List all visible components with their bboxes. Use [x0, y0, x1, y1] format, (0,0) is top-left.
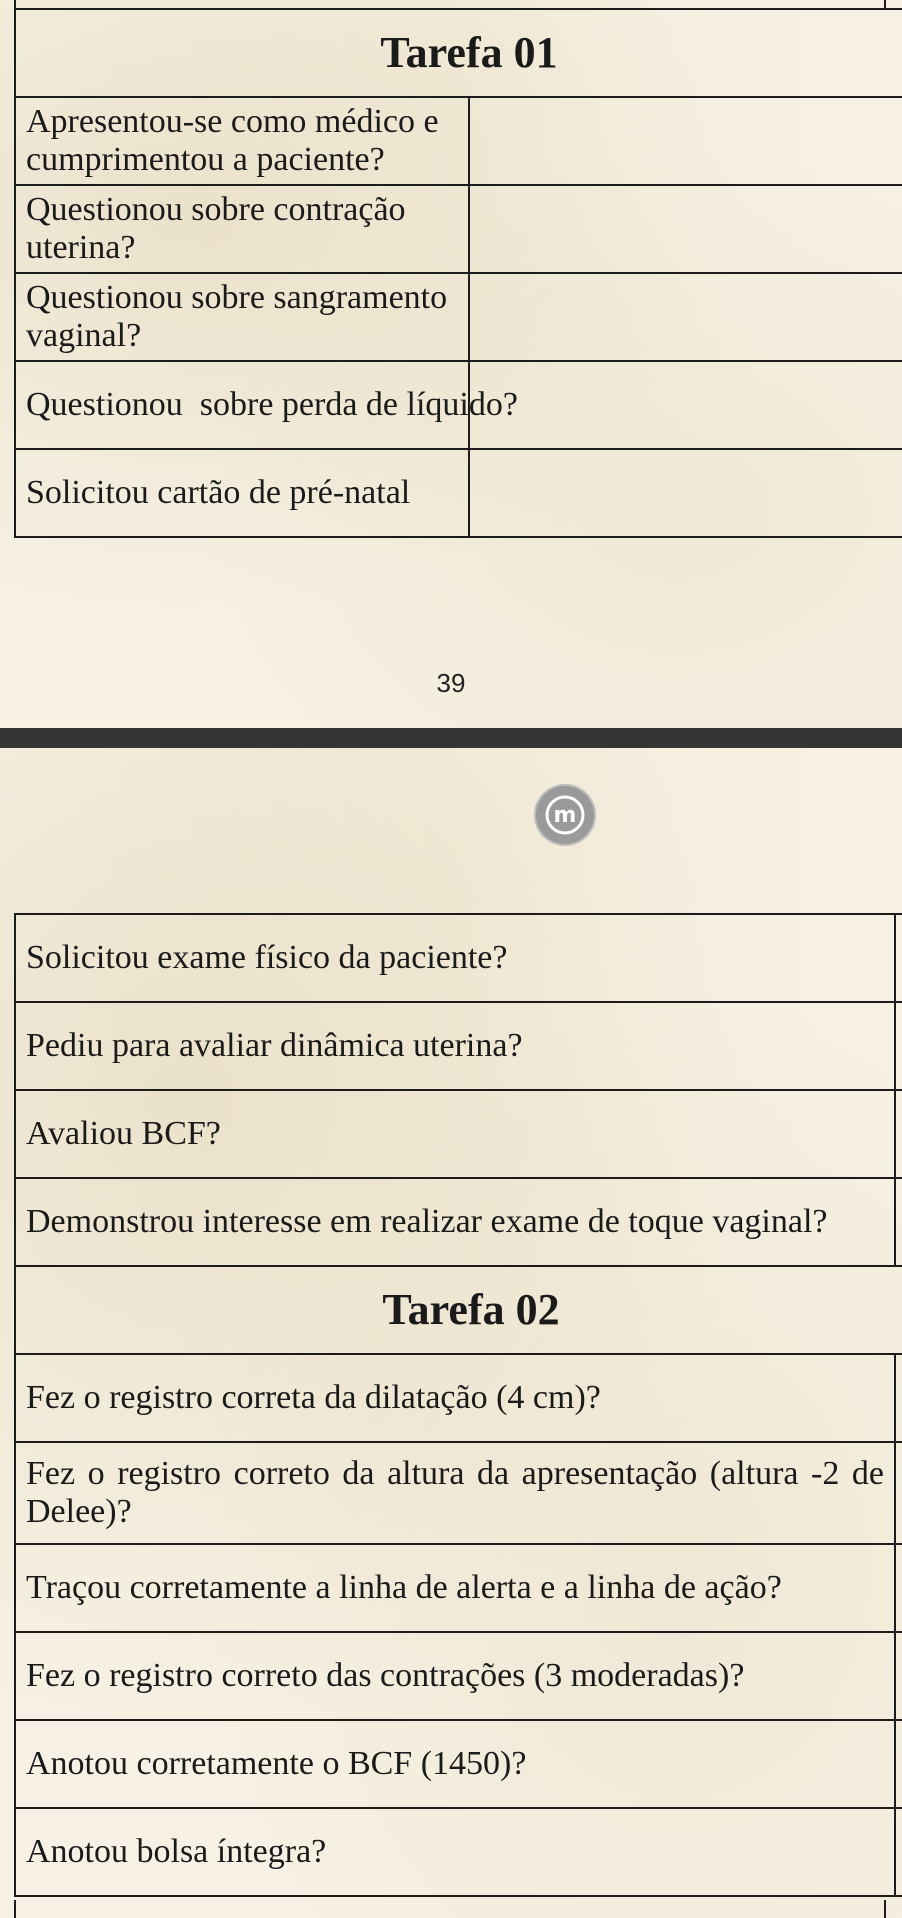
checklist-table-tarefa-02: [14, 913, 902, 1897]
table-row: [15, 1632, 902, 1720]
checklist-item: Anotou corretamente o BCF (1450)?: [15, 1720, 895, 1808]
check-cell: [469, 449, 902, 537]
table-row: [15, 1442, 902, 1544]
table-row: [15, 185, 902, 273]
checklist-item: Pediu para avaliar dinâmica uterina?: [15, 1002, 895, 1090]
table-row: [15, 361, 902, 449]
check-cell: [895, 1090, 902, 1178]
next-table-row-stub: [14, 1900, 902, 1918]
table-row: [15, 1090, 902, 1178]
checklist-item: Fez o registro correta da dilatação (4 cm)?: [15, 1354, 895, 1442]
checklist-table-tarefa-01: [14, 8, 902, 538]
checklist-item: Avaliou BCF?: [15, 1090, 895, 1178]
checklist-item: Solicitou exame físico da paciente?: [15, 914, 895, 1002]
table-row: [15, 1720, 902, 1808]
table-row: [15, 1544, 902, 1632]
table-row: [15, 449, 902, 537]
logo-m-icon: [534, 784, 596, 846]
checklist-item: Fez o registro correto da altura da apresentação (altura -2 de Delee)?: [15, 1442, 895, 1544]
document-page-40: [0, 748, 902, 1918]
check-cell: [895, 1544, 902, 1632]
check-cell: [895, 1002, 902, 1090]
checklist-item: Questionou sobre contração uterina?: [15, 185, 469, 273]
check-cell: [895, 1178, 902, 1266]
table-row: [15, 97, 902, 185]
checklist-item: Apresentou-se como médico e cumprimentou a paciente?: [15, 97, 469, 185]
checklist-item: Solicitou cartão de pré-natal: [15, 449, 469, 537]
check-cell: [469, 361, 902, 449]
tarefa-01-title: Tarefa 01: [15, 9, 902, 97]
check-cell: [469, 185, 902, 273]
checklist-item: Questionou sobre perda de líquido?: [15, 361, 469, 449]
checklist-item: Questionou sobre sangramento vaginal?: [15, 273, 469, 361]
checklist-item: Fez o registro correto das contrações (3 moderadas)?: [15, 1632, 895, 1720]
table-row: [15, 914, 902, 1002]
page-number: 39: [436, 668, 466, 698]
checklist-item: Traçou corretamente a linha de alerta e a linha de ação?: [15, 1544, 895, 1632]
tarefa-02-title: Tarefa 02: [15, 1266, 902, 1354]
check-cell: [895, 1354, 902, 1442]
check-cell: [895, 914, 902, 1002]
check-cell: [895, 1442, 902, 1544]
table-row: [15, 1354, 902, 1442]
document-page-39: [0, 0, 902, 728]
table-row: [15, 1808, 902, 1896]
check-cell: [895, 1808, 902, 1896]
check-cell: [895, 1720, 902, 1808]
check-cell: [469, 273, 902, 361]
checklist-item: Demonstrou interesse em realizar exame de toque vaginal?: [15, 1178, 895, 1266]
table-row: [15, 273, 902, 361]
check-cell: [469, 97, 902, 185]
logo-letter: m: [553, 803, 577, 828]
checklist-item: Anotou bolsa íntegra?: [15, 1808, 895, 1896]
table-row: [15, 1178, 902, 1266]
check-cell: [895, 1632, 902, 1720]
table-row: [15, 1002, 902, 1090]
page-divider: [0, 728, 902, 748]
